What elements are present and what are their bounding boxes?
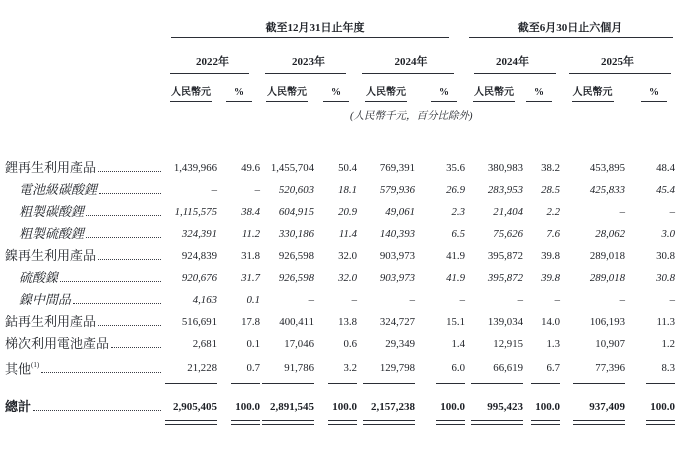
dot-leader [98,325,161,326]
row-label: 鎳中間品 [19,292,72,307]
pct-cell: 14.0 [541,316,560,328]
value-cell: – [308,294,314,306]
value-cell: 1,115,575 [174,206,217,218]
row-label: 其他$^{(1)}$ [5,361,40,377]
value-cell: 2,681 [192,338,217,350]
year-2022: 2022年 [165,38,260,74]
pct-cell: 15.1 [446,316,465,328]
pct-cell: 20.9 [338,206,357,218]
pct-cell: – [669,206,675,218]
pct-cell: 11.4 [338,228,357,240]
value-cell: 920,676 [181,272,217,284]
pct-cell: 31.8 [241,250,260,262]
value-cell: 91,786 [260,355,314,380]
row-label: 粗製碳酸鋰 [19,204,85,219]
col-header-pct: % [625,74,675,102]
pct-cell: 41.9 [446,272,465,284]
table-row [5,157,675,179]
table-row [5,223,675,245]
total-label: 總計 [5,399,32,415]
value-cell: 140,393 [379,228,415,240]
value-cell: – [517,294,523,306]
corner-cell [5,74,165,102]
value-cell: – [409,294,415,306]
total-section [5,380,675,418]
col-header-rmb: 人民幣元 [560,74,625,102]
dot-leader [86,215,161,216]
pct-cell: 26.9 [446,184,465,196]
table-row [5,311,675,333]
dot-leader [60,281,161,282]
table-row [5,289,675,311]
pct-cell: 100.0 [217,396,260,418]
value-cell: 926,598 [278,250,314,262]
col-header-rmb: 人民幣元 [465,74,523,102]
pct-cell: 0.6 [343,338,357,350]
dot-leader [111,347,161,348]
pct-cell: 2.2 [546,206,560,218]
year-2024-interim: 2024年 [465,38,560,74]
table-body [5,157,675,380]
col-header-rmb: 人民幣元 [357,74,415,102]
pct-cell: 100.0 [625,396,675,418]
pct-cell: 100.0 [314,396,357,418]
pct-cell: – [554,294,560,306]
col-header-rmb: 人民幣元 [260,74,314,102]
table-row [5,333,675,355]
pct-cell: 3.0 [661,228,675,240]
pct-cell: 32.0 [338,272,357,284]
pct-cell: 50.4 [338,162,357,174]
total-row [5,396,675,418]
year-2025-interim: 2025年 [560,38,675,74]
value-cell: 77,396 [560,355,625,380]
pct-cell: 100.0 [523,396,560,418]
dot-leader [41,372,161,373]
table-row [5,267,675,289]
column-header-row [5,74,675,102]
pct-cell: 30.8 [656,250,675,262]
dot-leader [33,410,161,411]
value-cell: 28,062 [595,228,625,240]
value-cell: 995,423 [465,396,523,418]
pct-cell: 0.1 [246,338,260,350]
footnote-ref: (1) [31,361,40,369]
value-cell: 769,391 [379,162,415,174]
value-cell: 4,163 [192,294,217,306]
pct-cell: 6.7 [523,355,560,380]
pct-cell: 41.9 [446,250,465,262]
corner-cell [5,16,165,38]
year-2024: 2024年 [357,38,465,74]
value-cell: 579,936 [379,184,415,196]
pct-cell: 18.1 [338,184,357,196]
value-cell: 425,833 [589,184,625,196]
pct-cell: 39.8 [541,250,560,262]
pct-cell: 1.4 [451,338,465,350]
pct-cell: 13.8 [338,316,357,328]
value-cell: 106,193 [589,316,625,328]
row-label: 粗製硫酸鋰 [19,226,85,241]
year-row [5,38,675,74]
row-label: 硫酸鎳 [19,270,59,285]
pct-cell: – [459,294,465,306]
value-cell: 395,872 [487,272,523,284]
value-cell: 289,018 [589,250,625,262]
pct-cell: – [669,294,675,306]
value-cell: 520,603 [278,184,314,196]
value-cell: 903,973 [379,250,415,262]
value-cell: 1,455,704 [270,162,314,174]
pct-cell: – [351,294,357,306]
period-group-annual: 截至12月31日止年度 [165,16,465,38]
pct-cell: 8.3 [625,355,675,380]
col-header-pct: % [217,74,260,102]
period-group-row [5,16,675,38]
row-label: 梯次利用電池產品 [5,336,110,351]
period-group-interim: 截至6月30日止六個月 [465,16,675,38]
value-cell: 924,839 [181,250,217,262]
value-cell: 21,228 [165,355,217,380]
pct-cell: 3.2 [314,355,357,380]
pct-cell: 28.5 [541,184,560,196]
units-note-row [5,102,675,157]
pct-cell: 32.0 [338,250,357,262]
year-2023: 2023年 [260,38,357,74]
value-cell: 289,018 [589,272,625,284]
value-cell: 75,626 [493,228,523,240]
col-header-pct: % [415,74,465,102]
value-cell: 324,391 [181,228,217,240]
revenue-breakdown-table [5,16,675,418]
value-cell: 330,186 [278,228,314,240]
dot-leader [86,237,161,238]
pct-cell: 49.6 [241,162,260,174]
pct-cell: – [254,184,260,196]
value-cell: 926,598 [278,272,314,284]
value-cell: 129,798 [357,355,415,380]
value-cell: 283,953 [487,184,523,196]
pct-cell: 30.8 [656,272,675,284]
pct-cell: 0.1 [246,294,260,306]
dot-leader [98,171,161,172]
pct-cell: 39.8 [541,272,560,284]
value-cell: 453,895 [589,162,625,174]
pct-cell: 11.3 [656,316,675,328]
dot-leader [98,259,161,260]
value-cell: 10,907 [595,338,625,350]
pct-cell: 6.0 [415,355,465,380]
value-cell: – [211,184,217,196]
pct-cell: 0.7 [217,355,260,380]
value-cell: 395,872 [487,250,523,262]
pct-cell: 2.3 [451,206,465,218]
table-row [5,355,675,380]
value-cell: 1,439,966 [173,162,217,174]
col-header-pct: % [314,74,357,102]
pct-cell: 6.5 [451,228,465,240]
pct-cell: 100.0 [415,396,465,418]
pct-cell: 11.2 [241,228,260,240]
value-cell: – [619,294,625,306]
value-cell: 400,411 [279,316,314,328]
corner-cell [5,38,165,74]
pct-cell: 17.8 [241,316,260,328]
row-label: 電池級碳酸鋰 [19,182,98,197]
value-cell: 29,349 [385,338,415,350]
value-cell: 604,915 [278,206,314,218]
pct-cell: 31.7 [241,272,260,284]
units-note: (人民幣千元，百分比除外) [350,111,473,122]
pct-cell: 1.3 [546,338,560,350]
value-cell: 139,034 [487,316,523,328]
value-cell: 49,061 [385,206,415,218]
row-label: 鎳再生利用產品 [5,248,97,263]
value-cell: 17,046 [284,338,314,350]
row-label: 鋰再生利用產品 [5,160,97,175]
col-header-pct: % [523,74,560,102]
table-row [5,179,675,201]
pct-cell: 7.6 [546,228,560,240]
value-cell: 2,905,405 [165,396,217,418]
value-cell: 380,983 [487,162,523,174]
pct-cell: 35.6 [446,162,465,174]
value-cell: 66,619 [465,355,523,380]
row-label: 鈷再生利用產品 [5,314,97,329]
pct-cell: 1.2 [661,338,675,350]
value-cell: – [619,206,625,218]
value-cell: 12,915 [493,338,523,350]
value-cell: 903,973 [379,272,415,284]
col-header-rmb: 人民幣元 [165,74,217,102]
table-row [5,245,675,267]
value-cell: 937,409 [560,396,625,418]
pct-cell: 48.4 [656,162,675,174]
value-cell: 21,404 [493,206,523,218]
table-row [5,201,675,223]
pct-cell: 45.4 [656,184,675,196]
pct-cell: 38.4 [241,206,260,218]
value-cell: 2,157,238 [357,396,415,418]
value-cell: 516,691 [181,316,217,328]
dot-leader [99,193,161,194]
value-cell: 324,727 [379,316,415,328]
pct-cell: 38.2 [541,162,560,174]
dot-leader [73,303,161,304]
value-cell: 2,891,545 [260,396,314,418]
